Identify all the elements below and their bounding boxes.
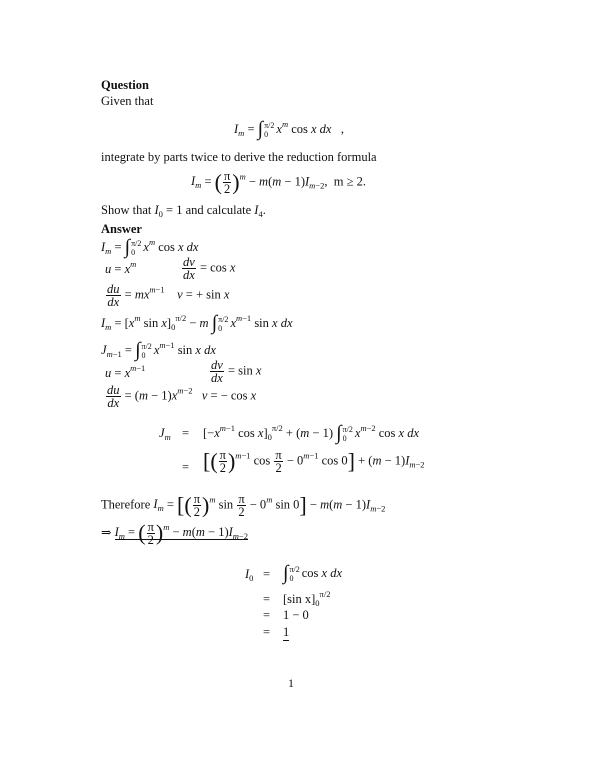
answer-heading: Answer — [101, 222, 142, 236]
dv-def-2: $\frac{dv}{dx}$ = sin x — [211, 358, 262, 385]
jm-eq-1: = — [182, 426, 190, 440]
integral-definition: $I_m$ = ∫ π/2 0 $x^m$ cos x dx , — [234, 118, 344, 140]
du-def-1: $\frac{du}{dx}$ = $mx^{m-1}$ v = + sin x — [107, 282, 230, 309]
given-that-text: Given that — [101, 94, 154, 108]
therefore-line: Therefore $I_m$ = [( $\frac{\pi}{2}$ )$^m$ sin $\frac{\pi}{2}$ − $0^m$ $\sin 0] - m(m - 1)I_{m-2}$ — [101, 492, 386, 519]
i0-result: 1 — [283, 625, 290, 639]
i0-eq-1: = — [263, 567, 271, 581]
i0-eq-2: = — [263, 592, 271, 606]
du-def-2: $\frac{du}{dx}$ = $(m - 1)x^{m-2}$ v = − cos x — [107, 383, 257, 410]
show-instruction: Show that $I_0 = 1$ and calculate $I_4$. — [101, 203, 266, 219]
jm-line-2: [( $\frac{\pi}{2}$ )$^{m-1}$ cos $\frac{\pi}{2}$ − $0^{m-1}$ $\cos 0] + (m - 1)I_{m-2}$ — [203, 448, 425, 475]
implies-symbol: ⇒ — [101, 525, 112, 540]
u-def-1: $u = x^m$ — [105, 259, 137, 276]
jm-eq-2: = — [182, 460, 190, 474]
underlined-formula: $I_m$ = ( $\frac{\pi}{2}$ )$^m - m(m - 1)I_{m-2}$ — [114, 520, 248, 547]
answer-line-1: $I_m$ = ∫ π/2 0 $x^m$ cos x dx — [101, 236, 199, 258]
i0-step-3: 1 − 0 — [283, 608, 309, 622]
integrate-instruction: integrate by parts twice to derive the reduction formula — [101, 150, 377, 164]
i0-step-2: [sin $x]_0^{\pi/2}$ — [283, 589, 331, 608]
page-number: 1 — [288, 676, 294, 690]
j-definition: $J_{m-1}$ = ∫ π/2 0 $x^{m-1}$ sin x dx — [101, 339, 216, 361]
i0-step-1: ∫ π/2 0 cos x dx — [283, 562, 343, 584]
reduction-formula: $I_m$ = ( $\frac{\pi}{2}$ )$^m - m(m - 1)I_{m-2}$, m ≥ 2. — [191, 169, 366, 196]
i0-eq-4: = — [263, 625, 271, 639]
i0-step-2-text: [sin x] — [283, 592, 316, 606]
therefore-text: Therefore — [101, 497, 151, 512]
condition-text: m ≥ 2. — [333, 174, 366, 189]
question-heading: Question — [101, 78, 149, 92]
i0-eq-3: = — [263, 608, 271, 622]
u-def-2: $u = x^{m-1}$ — [105, 363, 146, 380]
i0-label: $I_0$ — [245, 567, 254, 583]
dv-def-1: $\frac{dv}{dx}$ = cos x — [183, 255, 236, 282]
final-formula — [101, 521, 248, 546]
parts-result-1: $I_m = [x^m$ $\sin x]_0^{\pi/2} - m$ ∫ π/2 0 $x^{m-1}$ sin x dx — [101, 312, 293, 334]
jm-label: $J_m$ — [159, 426, 171, 442]
jm-line-1: [$-x^{m-1}$ $\cos x]_0^{\pi/2} + (m - 1)$ ∫ π/2 0 $x^{m-2}$ cos x dx — [203, 422, 420, 444]
